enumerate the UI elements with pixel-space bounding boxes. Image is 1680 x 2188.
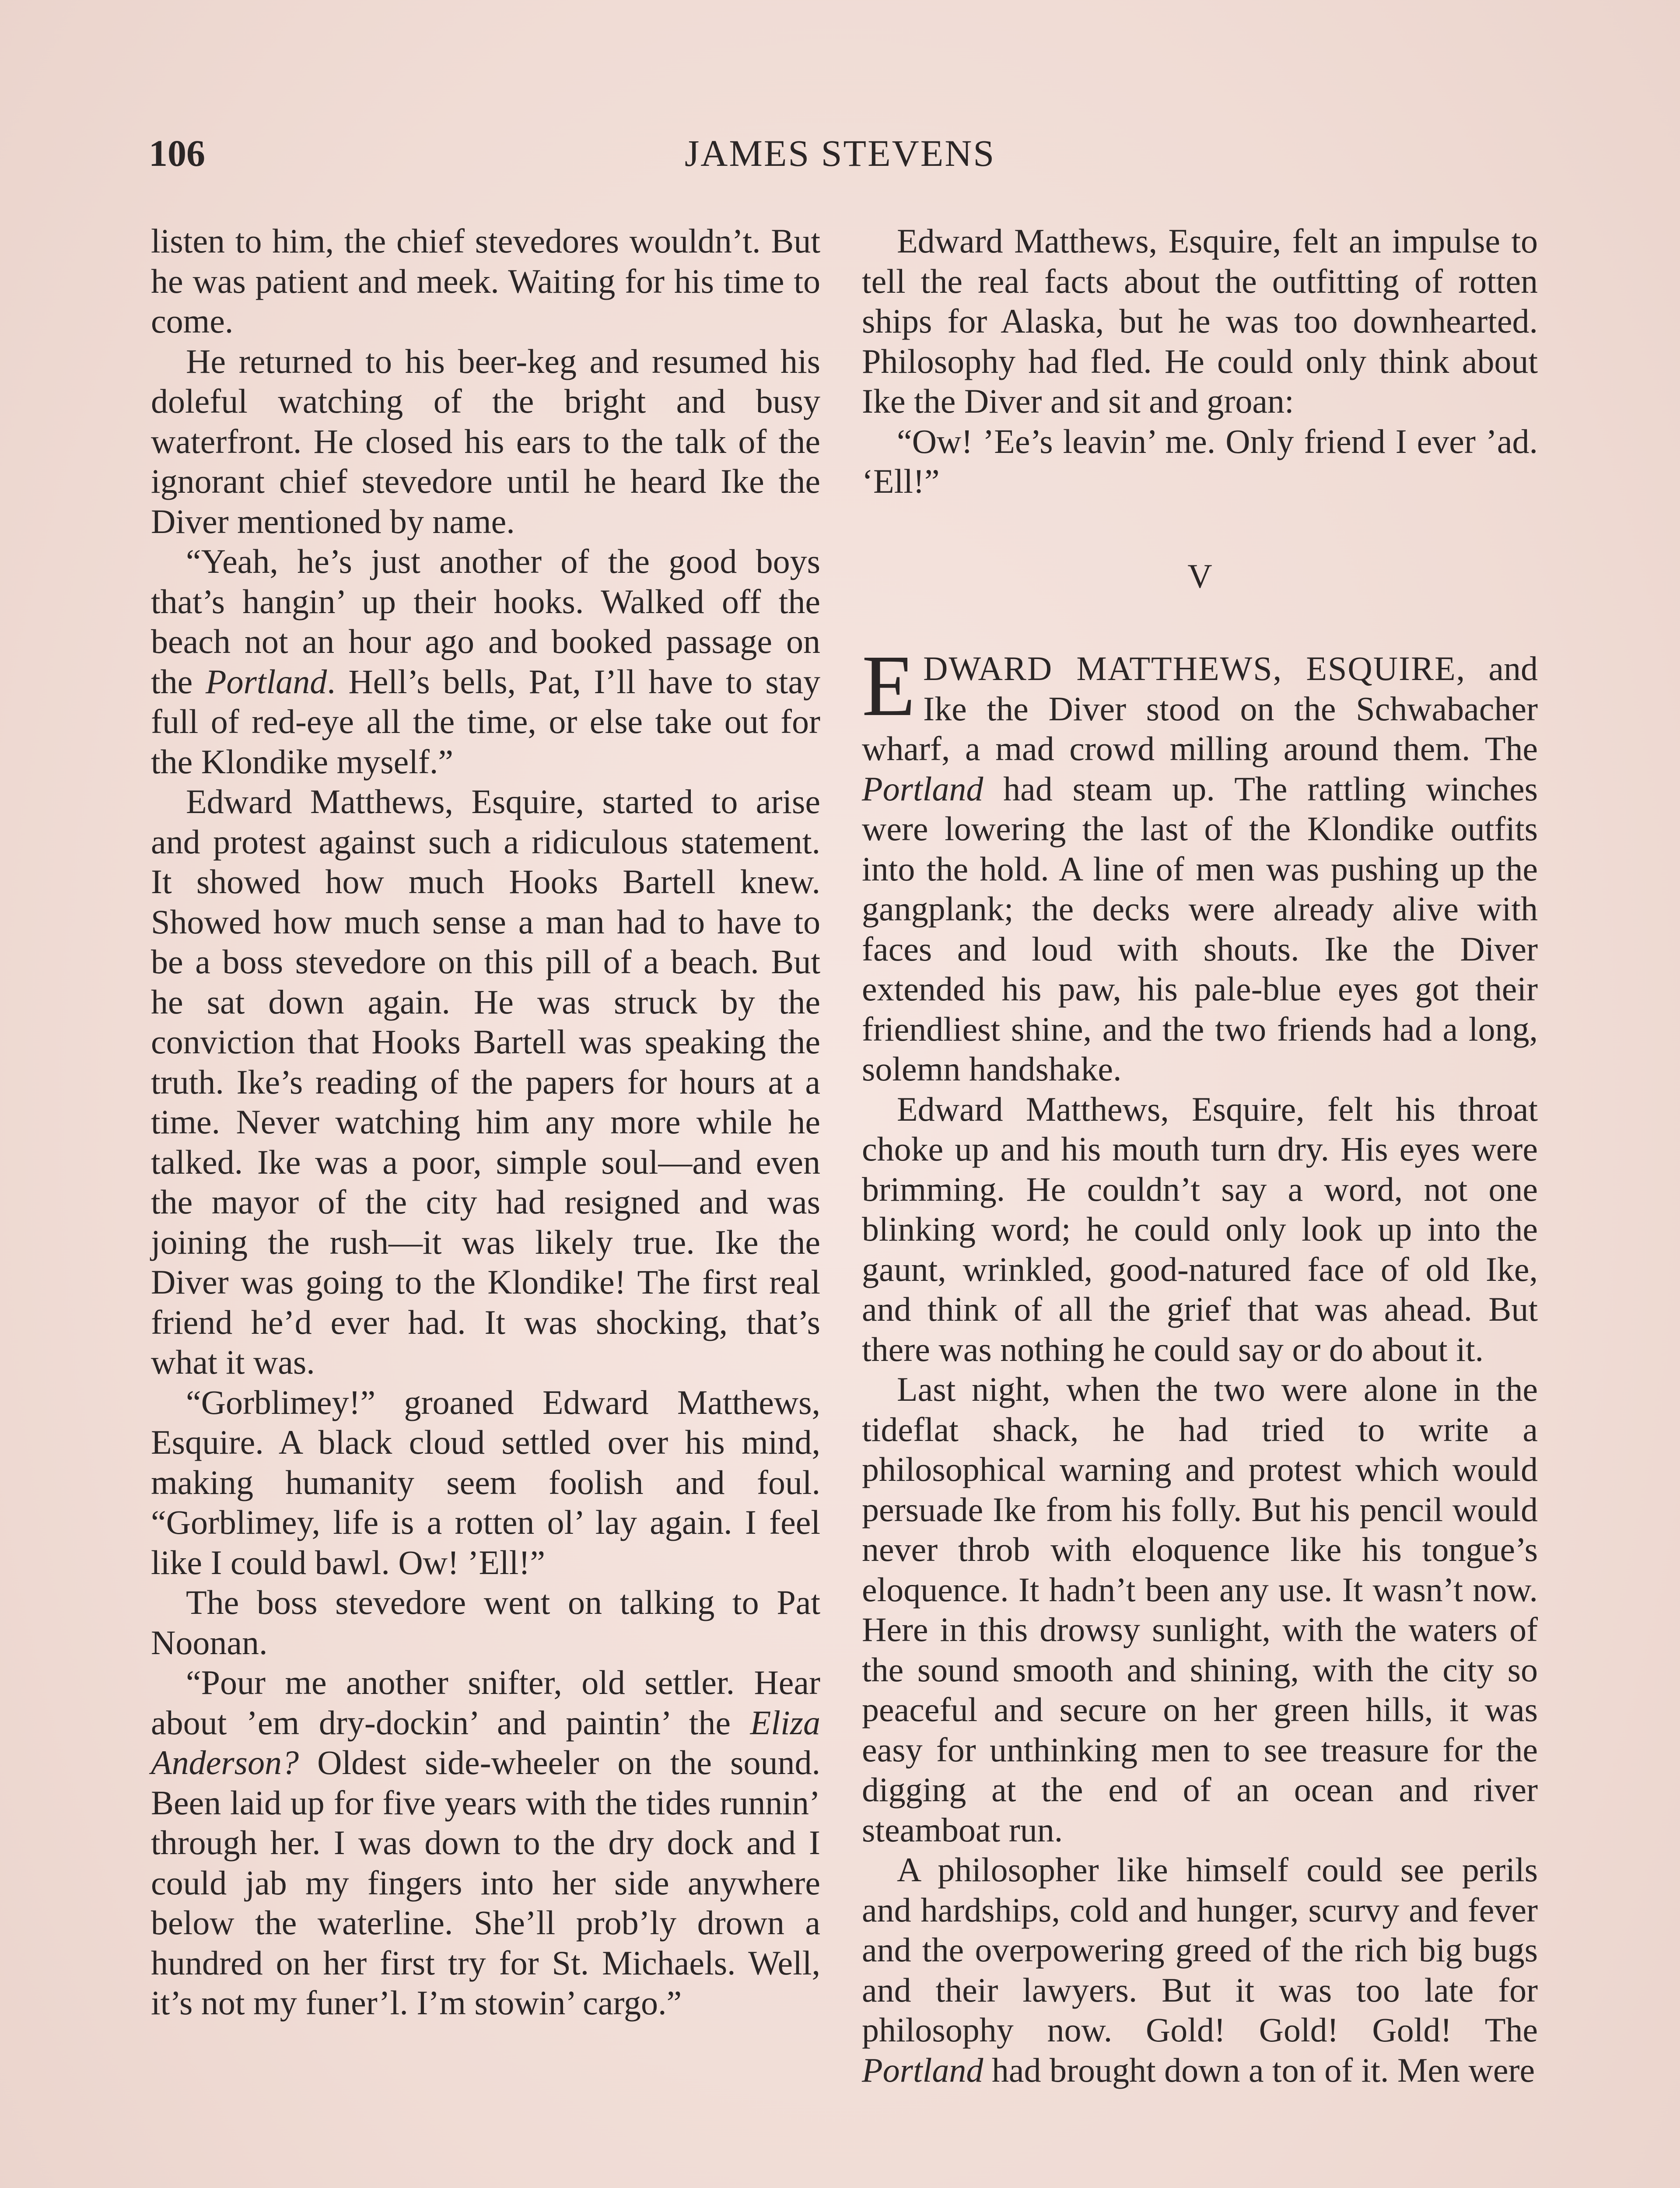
text-run: Oldest side-wheeler on the sound. Been laid up for five years with the tides runnin’ through her. I was down to the dry dock and I could jab my fingers into her side anywhere below the waterline. She’ll prob’ly drown a hundred on her first try for St. Michaels. Well, it’s not my funer’l. I’m stowin’ cargo.” — [151, 1743, 820, 2022]
paragraph: Last night, when the two were alone in the tideflat shack, he had tried to write a philosophical warning and protest which would persuade Ike from his folly. But his pencil would never throb with eloquence like his tongue’s eloquence. It hadn’t been any use. It wasn’t now. Here in this drowsy sunlight, with the waters of the sound smooth and shining, with the city so peaceful and secure on her green hills, it was easy for unthinking men to see treasure for the digging at the end of an ocean and river steamboat run. — [862, 1370, 1538, 1849]
paragraph: The boss stevedore went on talking to Pat Noonan. — [151, 1583, 820, 1662]
section-numeral: V — [1187, 557, 1212, 595]
ship-name: Portland — [205, 662, 327, 701]
text-run: A philosopher like himself could see perils and hardships, cold and hunger, scurvy and fever and the overpowering greed of the rich big bugs and their lawyers. But it was too late for philosophy now. Gold! Gold! Gold! The — [862, 1851, 1538, 2049]
text-run: and Ike the Diver stood on the Schwabacher wharf, a mad crowd milling around them. The — [862, 649, 1538, 768]
left-column — [151, 221, 820, 2023]
paragraph: listen to him, the chief stevedores wouldn’t. But he was patient and meek. Waiting for his time to come. — [151, 222, 820, 340]
paragraph — [151, 541, 820, 782]
paragraph: Edward Matthews, Esquire, felt his throat choke up and his mouth turn dry. His eyes were brimming. He couldn’t say a word, not one blinking word; he could only look up into the gaunt, wrinkled, good-natured face of old Ike, and think of all the grief that was ahead. But there was nothing he could say or do about it. — [862, 1090, 1538, 1368]
right-column — [862, 221, 1538, 2090]
page-number: 106 — [149, 132, 205, 174]
ship-name: Portland — [862, 2051, 984, 2089]
drop-cap: E — [862, 638, 916, 734]
paragraph: “Ow! ’Ee’s leavin’ me. Only friend I ever ’ad. ‘Ell!” — [862, 422, 1538, 500]
lead-caps: DWARD MATTHEWS, ESQUIRE, — [923, 649, 1466, 687]
paragraph — [862, 1850, 1538, 2090]
paragraph: Edward Matthews, Esquire, started to arise and protest against such a ridiculous statement. It showed how much Hooks Bartell knew. Showed how much sense a man had to have to be a boss stevedore on this pill of a beach. But he sat down again. He was struck by the conviction that Hooks Bartell was speaking the truth. Ike’s reading of the papers for hours at a time. Never watching him any more while he talked. Ike was a poor, simple soul—and even the mayor of the city had resigned and was joining the rush—it was likely true. Ike the Diver was going to the Klondike! The first real friend he’d ever had. It was shocking, that’s what it was. — [151, 782, 820, 1381]
text-run: had steam up. The rattling winches were lowering the last of the Klondike outfits into the hold. A line of men was pushing up the gangplank; the decks were already alive with faces and loud with shouts. Ike the Diver extended his paw, his pale-blue eyes got their friendliest shine, and the two friends had a long, solemn handshake. — [862, 769, 1538, 1088]
ship-name: Eliza Anderson? — [151, 1703, 820, 1781]
paragraph: Edward Matthews, Esquire, felt an impulse to tell the real facts about the outfitting of rotten ships for Alaska, but he was too downhearted. Philosophy had fled. He could only think about Ike the Diver and sit and groan: — [862, 222, 1538, 420]
text-run: “Pour me another snifter, old settler. Hear about ’em dry-dockin’ and paintin’ the — [151, 1663, 820, 1742]
paragraph: “Gorblimey!” groaned Edward Matthews, Esquire. A black cloud settled over his mind, making humanity seem foolish and foul. “Gorblimey, life is a rotten ol’ lay again. I feel like I could bawl. Ow! ’Ell!” — [151, 1383, 820, 1581]
ship-name: Portland — [862, 769, 984, 808]
page-header — [149, 131, 1531, 184]
paragraph: He returned to his beer-keg and resumed his doleful watching of the bright and busy waterfront. He closed his ears to the talk of the ignorant chief stevedore until he heard Ike the Diver mentioned by name. — [151, 342, 820, 540]
text-run: “Yeah, he’s just another of the good boys that’s hangin’ up their hooks. Walked off the beach not an hour ago and booked passage on the — [151, 542, 820, 701]
paragraph — [151, 1662, 820, 2023]
text-run: had brought down a ton of it. Men were — [983, 2051, 1535, 2089]
text-run: . Hell’s bells, Pat, I’ll have to stay full of red-eye all the time, or else take out for the Klondike myself.” — [151, 662, 821, 781]
running-head: JAMES STEVENS — [684, 132, 996, 174]
section-opening-paragraph — [862, 638, 1538, 1089]
